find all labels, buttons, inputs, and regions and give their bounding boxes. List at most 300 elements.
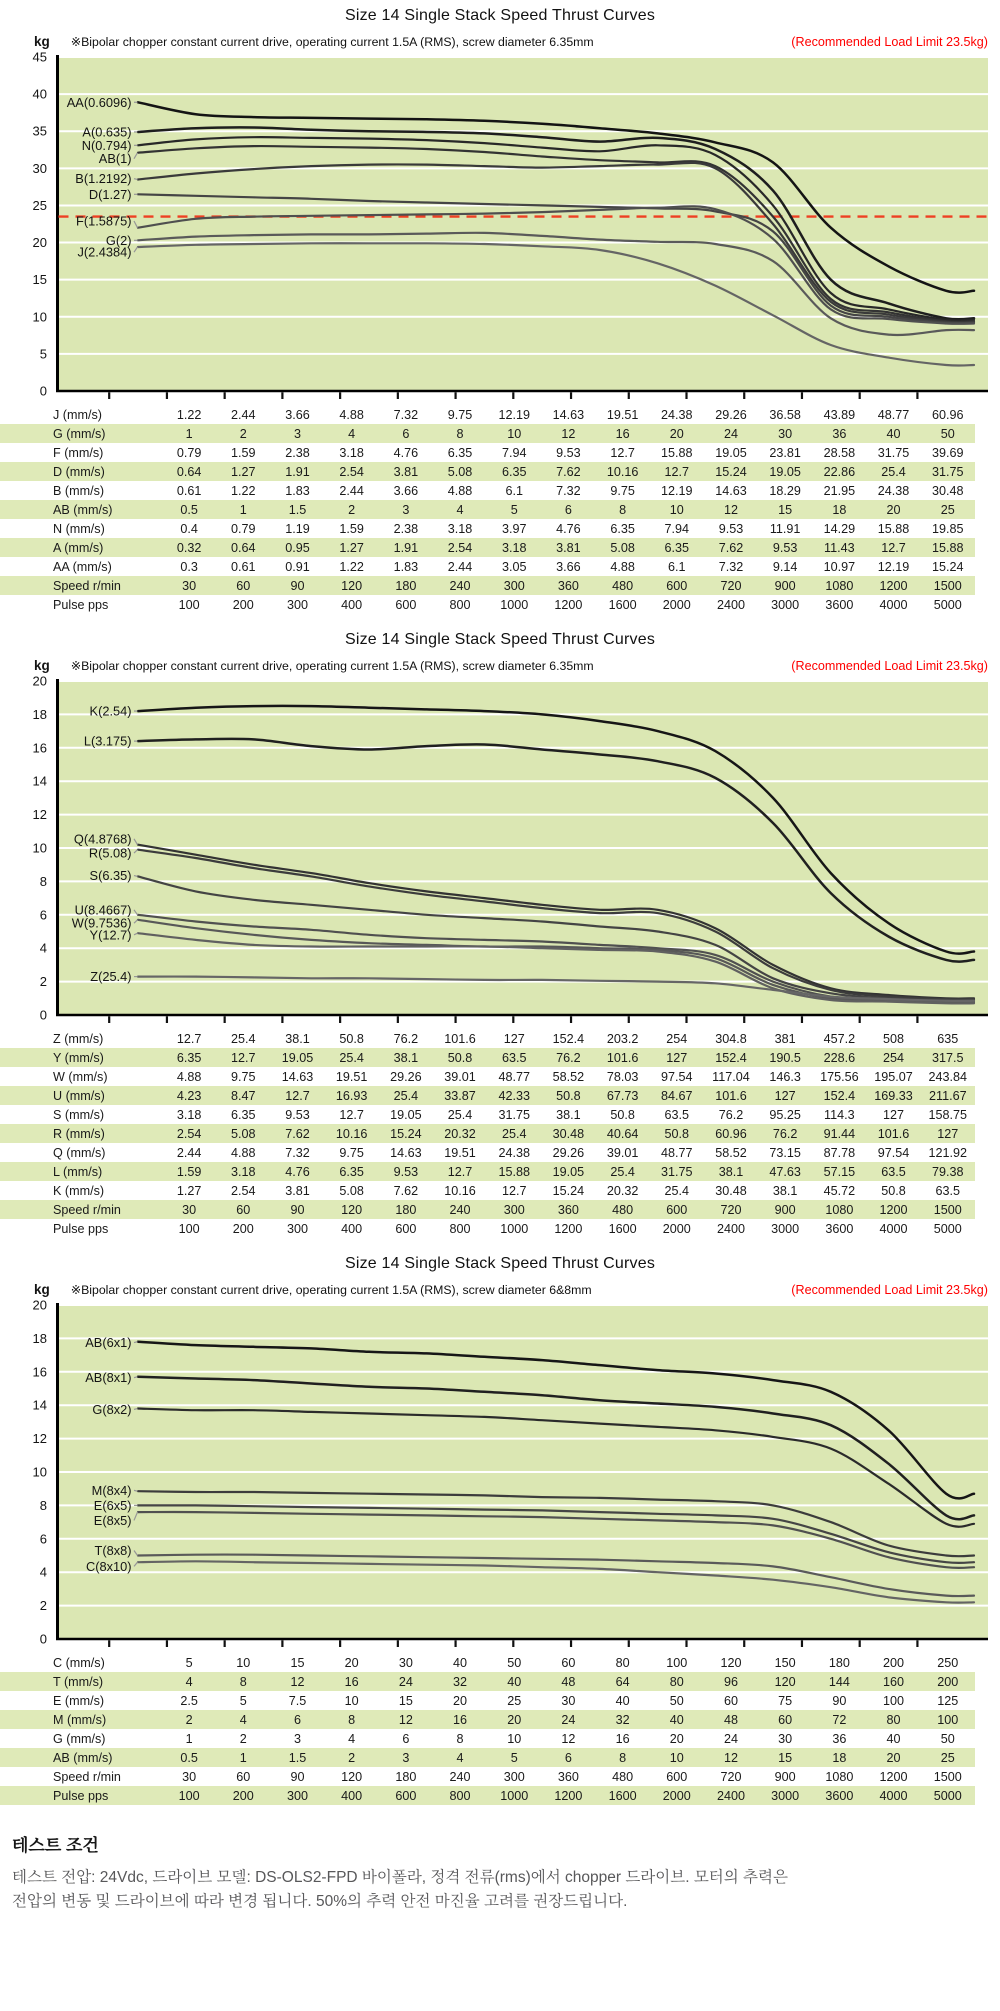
row-label: Pulse pps (53, 1789, 109, 1803)
table-cell: 300 (503, 1770, 525, 1784)
table-cell: 18.29 (769, 484, 801, 498)
table-cell: 5 (510, 1751, 518, 1765)
table-cell: 2000 (662, 1789, 691, 1803)
table-cell: 1200 (554, 1222, 583, 1236)
table-cell: 63.5 (664, 1108, 690, 1122)
row-label: E (mm/s) (53, 1694, 105, 1708)
table-cell: 5 (239, 1694, 247, 1708)
table-cell: 10.97 (823, 560, 856, 574)
row-label: AB (mm/s) (53, 1751, 113, 1765)
table-cell: 15.88 (498, 1165, 530, 1179)
row-label: B (mm/s) (53, 484, 105, 498)
table-cell: 100 (937, 1713, 959, 1727)
table-cell: 5.08 (231, 1127, 256, 1141)
table-cell: 1 (239, 503, 247, 517)
y-tick-label: 45 (32, 49, 47, 65)
table-cell: 19.85 (932, 522, 964, 536)
table-cell: 1000 (500, 1789, 529, 1803)
plot-background (58, 56, 989, 391)
table-cell: 195.07 (874, 1070, 913, 1084)
table-cell: 18 (832, 503, 847, 517)
table-cell: 7.62 (285, 1127, 310, 1141)
table-cell: 29.26 (715, 408, 747, 422)
table-cell: 0.79 (231, 522, 256, 536)
table-row (0, 1067, 975, 1086)
table-cell: 2400 (716, 1789, 745, 1803)
table-cell: 33.87 (444, 1089, 476, 1103)
table-cell: 24 (723, 1732, 738, 1746)
table-cell: 40 (615, 1694, 630, 1708)
table-cell: 1600 (608, 1222, 637, 1236)
table-cell: 200 (232, 1222, 254, 1236)
table-cell: 600 (395, 598, 417, 612)
table-row (0, 424, 975, 443)
table-cell: 1200 (554, 1789, 583, 1803)
table-cell: 1.59 (176, 1165, 202, 1179)
table-cell: 29.26 (552, 1146, 585, 1160)
curve-label: J(2.4384) (77, 244, 132, 260)
table-cell: 9.53 (718, 522, 744, 536)
table-cell: 80 (669, 1675, 684, 1689)
table-cell: 2 (239, 1732, 247, 1746)
table-cell: 900 (774, 1203, 796, 1217)
table-cell: 19.51 (606, 408, 639, 422)
table-cell: 4.76 (285, 1165, 310, 1179)
table-cell: 1500 (933, 579, 962, 593)
table-cell: 635 (937, 1032, 959, 1046)
table-cell: 1500 (933, 1770, 962, 1784)
table-cell: 76.2 (556, 1051, 581, 1065)
table-cell: 1080 (825, 1203, 854, 1217)
load-limit-note: (Recommended Load Limit 23.5kg) (791, 35, 988, 49)
table-cell: 20 (507, 1713, 522, 1727)
thrust-curve-plot (0, 1298, 1000, 1650)
table-cell: 127 (937, 1127, 959, 1141)
row-label: Z (mm/s) (53, 1032, 104, 1046)
y-tick-label: 12 (32, 807, 47, 823)
table-cell: 1500 (933, 1203, 962, 1217)
table-cell: 16 (615, 1732, 630, 1746)
table-cell: 600 (666, 1770, 688, 1784)
table-cell: 0.64 (176, 465, 202, 479)
table-cell: 152.4 (552, 1032, 585, 1046)
row-label: A (mm/s) (53, 541, 104, 555)
table-cell: 3.18 (231, 1165, 256, 1179)
table-cell: 101.6 (444, 1032, 476, 1046)
table-cell: 40 (453, 1656, 468, 1670)
table-row (0, 595, 975, 614)
table-cell: 3.66 (556, 560, 581, 574)
table-cell: 0.32 (176, 541, 202, 555)
table-cell: 15 (778, 1751, 793, 1765)
table-cell: 50.8 (610, 1108, 635, 1122)
table-cell: 117.04 (712, 1070, 750, 1084)
table-cell: 2000 (662, 1222, 691, 1236)
table-cell: 30.48 (932, 484, 964, 498)
table-cell: 8 (619, 1751, 627, 1765)
table-cell: 9.75 (339, 1146, 364, 1160)
table-row (0, 1672, 975, 1691)
table-cell: 15 (778, 503, 793, 517)
table-cell: 75 (778, 1694, 793, 1708)
table-cell: 15 (398, 1694, 413, 1708)
table-cell: 200 (937, 1675, 959, 1689)
table-cell: 150 (774, 1656, 796, 1670)
table-cell: 180 (395, 579, 417, 593)
table-cell: 127 (774, 1089, 796, 1103)
table-cell: 12.19 (661, 484, 693, 498)
table-cell: 480 (612, 1770, 634, 1784)
table-cell: 14.63 (390, 1146, 422, 1160)
table-cell: 15.24 (552, 1184, 585, 1198)
table-row (0, 1729, 975, 1748)
table-cell: 6 (564, 503, 572, 517)
table-cell: 16 (453, 1713, 468, 1727)
table-cell: 180 (828, 1656, 850, 1670)
table-row (0, 1086, 975, 1105)
table-cell: 6 (293, 1713, 301, 1727)
table-cell: 120 (341, 579, 363, 593)
table-cell: 0.64 (231, 541, 256, 555)
table-cell: 4000 (879, 598, 908, 612)
table-cell: 25.4 (664, 1184, 690, 1198)
chart-svg (0, 1298, 1000, 1650)
table-cell: 5000 (933, 598, 962, 612)
row-label: AA (mm/s) (53, 560, 112, 574)
table-cell: 31.75 (877, 446, 910, 460)
table-row (0, 1691, 975, 1710)
curve-label: E(8x5) (93, 1512, 132, 1528)
y-tick-label: 20 (32, 1297, 47, 1313)
table-cell: 2.54 (231, 1184, 256, 1198)
table-cell: 12.7 (285, 1089, 310, 1103)
table-cell: 800 (449, 598, 471, 612)
curve-label: E(6x5) (93, 1497, 132, 1513)
table-cell: 12.7 (881, 541, 906, 555)
curve-label: Z(25.4) (90, 969, 132, 985)
table-cell: 6 (402, 427, 410, 441)
table-cell: 48 (723, 1713, 738, 1727)
curve-label: Y(12.7) (89, 927, 132, 943)
table-cell: 6.1 (505, 484, 523, 498)
table-cell: 60 (236, 1770, 251, 1784)
table-cell: 3.97 (501, 522, 527, 536)
table-cell: 25 (940, 503, 955, 517)
table-cell: 4 (456, 1751, 464, 1765)
table-cell: 24.38 (661, 408, 693, 422)
table-cell: 100 (883, 1694, 905, 1708)
table-cell: 90 (290, 579, 305, 593)
curve-label: AA(0.6096) (66, 94, 132, 110)
row-label: G (mm/s) (53, 427, 106, 441)
table-cell: 9.75 (610, 484, 635, 498)
y-tick-label: 15 (32, 272, 47, 288)
table-cell: 1.22 (231, 484, 256, 498)
table-cell: 240 (449, 1203, 471, 1217)
table-cell: 2.38 (393, 522, 419, 536)
curve-label: L(3.175) (83, 733, 132, 749)
table-cell: 1 (185, 1732, 193, 1746)
table-cell: 20.32 (606, 1184, 639, 1198)
table-cell: 800 (449, 1222, 471, 1236)
table-cell: 2 (239, 427, 247, 441)
chart-svg (0, 50, 1000, 402)
table-cell: 3.18 (339, 446, 364, 460)
table-cell: 152.4 (715, 1051, 747, 1065)
table-cell: 3.18 (501, 541, 527, 555)
table-cell: 30 (182, 1770, 197, 1784)
table-cell: 95.25 (769, 1108, 801, 1122)
table-cell: 317.5 (932, 1051, 964, 1065)
row-label: F (mm/s) (53, 446, 104, 460)
table-row (0, 1786, 975, 1805)
table-cell: 10 (236, 1656, 251, 1670)
table-cell: 19.51 (335, 1070, 368, 1084)
row-label: Pulse pps (53, 1222, 109, 1236)
table-cell: 58.52 (552, 1070, 585, 1084)
table-cell: 25.4 (339, 1051, 364, 1065)
table-cell: 800 (449, 1789, 471, 1803)
table-cell: 14.29 (823, 522, 856, 536)
curve-label-leader (134, 876, 138, 877)
table-cell: 175.56 (820, 1070, 859, 1084)
table-cell: 5000 (933, 1789, 962, 1803)
table-row (0, 557, 975, 576)
table-cell: 100 (178, 1222, 200, 1236)
table-cell: 12 (398, 1713, 413, 1727)
table-cell: 180 (395, 1203, 417, 1217)
table-row (0, 1653, 975, 1672)
table-cell: 9.53 (556, 446, 581, 460)
table-cell: 43.89 (823, 408, 856, 422)
curve-label-leader (134, 1490, 138, 1491)
table-cell: 1 (185, 427, 193, 441)
curve-label: W(9.7536) (71, 915, 132, 931)
table-cell: 1.59 (231, 446, 256, 460)
table-cell: 121.92 (928, 1146, 968, 1160)
y-tick-label: 35 (32, 123, 47, 139)
table-cell: 3000 (771, 1222, 800, 1236)
table-cell: 3 (402, 503, 410, 517)
table-cell: 1.22 (176, 408, 202, 422)
table-cell: 9.53 (393, 1165, 419, 1179)
y-tick-label: 2 (39, 974, 47, 990)
thrust-curve-plot (0, 50, 1000, 402)
table-cell: 3600 (825, 1789, 854, 1803)
table-cell: 4.76 (393, 446, 419, 460)
table-cell: 100 (178, 1789, 200, 1803)
table-row (0, 538, 975, 557)
chart-header (0, 1282, 1000, 1298)
table-cell: 19.05 (552, 1165, 585, 1179)
table-cell: 6.35 (231, 1108, 256, 1122)
table-cell: 400 (341, 1789, 363, 1803)
curve-label: K(2.54) (89, 703, 132, 719)
table-cell: 0.91 (285, 560, 310, 574)
chart-section-2 (0, 631, 1000, 1238)
table-cell: 3000 (771, 1789, 800, 1803)
y-tick-label: 8 (39, 1497, 47, 1513)
table-cell: 1.59 (339, 522, 364, 536)
table-cell: 20 (886, 503, 901, 517)
table-cell: 63.5 (935, 1184, 961, 1198)
row-label: K (mm/s) (53, 1184, 105, 1198)
table-cell: 254 (666, 1032, 688, 1046)
table-cell: 720 (720, 579, 742, 593)
table-cell: 1.5 (288, 1751, 307, 1765)
table-cell: 6.35 (176, 1051, 202, 1065)
table-cell: 48.77 (661, 1146, 693, 1160)
table-cell: 101.6 (877, 1127, 910, 1141)
table-cell: 48.77 (877, 408, 910, 422)
table-cell: 78.03 (606, 1070, 639, 1084)
table-cell: 58.52 (715, 1146, 747, 1160)
y-tick-label: 2 (39, 1598, 47, 1614)
table-cell: 100 (666, 1656, 688, 1670)
table-cell: 2400 (716, 1222, 745, 1236)
table-cell: 10 (669, 1751, 684, 1765)
table-cell: 4 (348, 1732, 356, 1746)
table-cell: 200 (883, 1656, 905, 1670)
table-cell: 2 (185, 1713, 193, 1727)
table-cell: 200 (232, 598, 254, 612)
table-cell: 50 (507, 1656, 522, 1670)
table-cell: 120 (341, 1770, 363, 1784)
table-row (0, 500, 975, 519)
chart-header (0, 34, 1000, 50)
table-cell: 20 (669, 427, 684, 441)
row-label: W (mm/s) (53, 1070, 108, 1084)
table-cell: 1.91 (285, 465, 310, 479)
table-cell: 12.19 (877, 560, 910, 574)
table-cell: 22.86 (823, 465, 856, 479)
table-cell: 12 (561, 427, 576, 441)
chart-subtitle: ※Bipolar chopper constant current drive, operating current 1.5A (RMS), screw diameter 6&8mm (70, 1283, 592, 1297)
table-cell: 32 (453, 1675, 468, 1689)
curve-label: D(1.27) (88, 186, 132, 202)
table-cell: 7.5 (288, 1694, 307, 1708)
row-label: U (mm/s) (53, 1089, 105, 1103)
table-cell: 1000 (500, 1222, 529, 1236)
table-row (0, 1029, 975, 1048)
table-cell: 10 (344, 1694, 359, 1708)
table-cell: 60.96 (932, 408, 964, 422)
table-cell: 125 (937, 1694, 959, 1708)
table-cell: 30 (182, 579, 197, 593)
table-cell: 36 (832, 427, 847, 441)
table-cell: 38.1 (772, 1184, 798, 1198)
table-cell: 2 (348, 1751, 356, 1765)
table-cell: 127 (666, 1051, 688, 1065)
table-cell: 60.96 (715, 1127, 747, 1141)
table-cell: 64 (615, 1675, 630, 1689)
table-row (0, 1710, 975, 1729)
table-cell: 30.48 (715, 1184, 747, 1198)
table-cell: 300 (286, 598, 308, 612)
table-cell: 25.4 (881, 465, 906, 479)
table-cell: 304.8 (715, 1032, 747, 1046)
table-cell: 87.78 (823, 1146, 856, 1160)
y-axis-unit-label: kg (34, 34, 50, 49)
table-cell: 300 (503, 1203, 525, 1217)
table-cell: 1 (239, 1751, 247, 1765)
chart-svg (0, 674, 1000, 1026)
table-cell: 4 (456, 503, 464, 517)
table-cell: 50.8 (881, 1184, 906, 1198)
table-cell: 101.6 (606, 1051, 639, 1065)
table-cell: 7.94 (664, 522, 690, 536)
table-cell: 4.88 (610, 560, 635, 574)
table-row (0, 481, 975, 500)
table-cell: 0.3 (180, 560, 198, 574)
table-cell: 720 (720, 1203, 742, 1217)
table-cell: 3 (293, 1732, 301, 1746)
speed-thrust-table (0, 405, 975, 614)
table-cell: 30 (778, 1732, 793, 1746)
table-cell: 25.4 (610, 1165, 635, 1179)
table-cell: 10.16 (606, 465, 639, 479)
y-axis-unit-label: kg (34, 658, 50, 673)
table-cell: 600 (395, 1789, 417, 1803)
curve-label: B(1.2192) (75, 171, 132, 187)
row-label: Y (mm/s) (53, 1051, 104, 1065)
table-cell: 1.83 (393, 560, 419, 574)
table-cell: 90 (290, 1203, 305, 1217)
table-cell: 3.81 (285, 1184, 310, 1198)
table-cell: 6.35 (339, 1165, 364, 1179)
table-cell: 15.88 (661, 446, 693, 460)
table-cell: 76.2 (393, 1032, 419, 1046)
curve-label: M(8x4) (91, 1482, 132, 1498)
curve-label: A(0.635) (82, 124, 132, 140)
table-cell: 24.38 (498, 1146, 530, 1160)
table-cell: 6.35 (447, 446, 473, 460)
table-cell: 3.66 (393, 484, 419, 498)
table-cell: 228.6 (823, 1051, 856, 1065)
table-cell: 200 (232, 1789, 254, 1803)
table-cell: 4.76 (556, 522, 581, 536)
table-cell: 18 (832, 1751, 847, 1765)
table-row (0, 1048, 975, 1067)
table-cell: 2400 (716, 598, 745, 612)
table-cell: 12.19 (498, 408, 530, 422)
table-cell: 2.5 (180, 1694, 198, 1708)
table-cell: 40 (886, 427, 901, 441)
table-cell: 160 (883, 1675, 905, 1689)
table-cell: 0.4 (180, 522, 198, 536)
row-label: N (mm/s) (53, 522, 105, 536)
table-cell: 25 (940, 1751, 955, 1765)
table-cell: 2.44 (447, 560, 473, 574)
table-row (0, 1748, 975, 1767)
speed-thrust-table (0, 1653, 975, 1805)
table-cell: 3000 (771, 598, 800, 612)
table-cell: 1.27 (339, 541, 364, 555)
table-cell: 127 (883, 1108, 905, 1122)
footer-heading: 테스트 조건 (12, 1836, 99, 1855)
table-cell: 50.8 (664, 1127, 690, 1141)
table-cell: 254 (883, 1051, 905, 1065)
table-cell: 10.16 (444, 1184, 476, 1198)
table-cell: 20 (453, 1694, 468, 1708)
table-cell: 12.7 (176, 1032, 202, 1046)
table-row (0, 1200, 975, 1219)
table-row (0, 1181, 975, 1200)
table-cell: 19.05 (390, 1108, 422, 1122)
table-cell: 90 (832, 1694, 847, 1708)
row-label: AB (mm/s) (53, 503, 113, 517)
table-cell: 4.23 (176, 1089, 202, 1103)
